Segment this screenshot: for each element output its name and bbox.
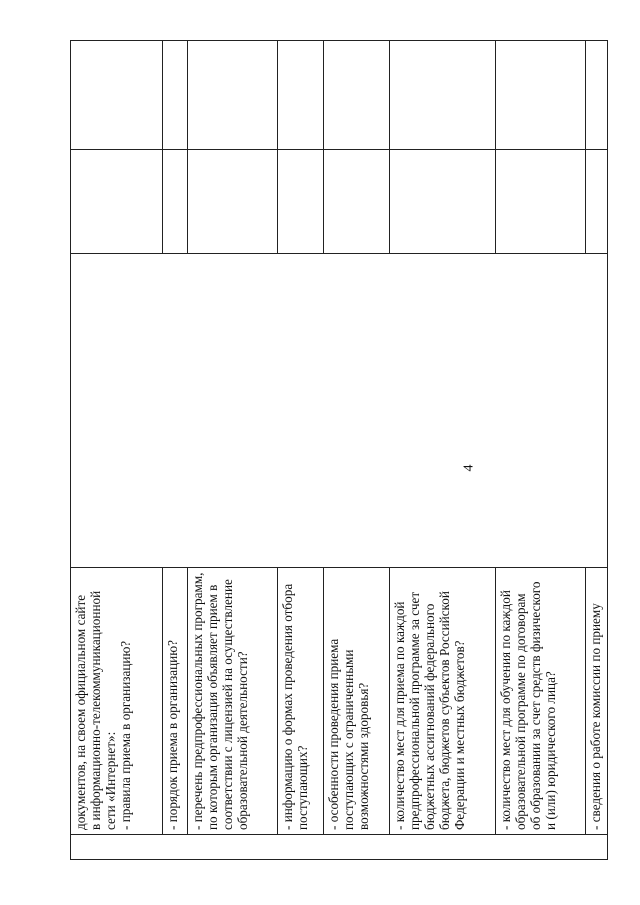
question-cell: - информацию о формах проведения отбора поступающих? — [278, 568, 324, 835]
questionnaire-table — [70, 40, 608, 860]
question-cell: - количество мест для обучения по каждой образовательной программе по договорам об образовании за счет средств физического и (или) юридического лица? — [496, 568, 586, 835]
no-cell — [71, 41, 163, 150]
question-cell: - количество мест для приема по каждой предпрофессиональной программе за счет бюджетных ассигнований федерального бюджета, бюджетов субъектов Российской Федерации и местных бюджетов? — [389, 568, 495, 835]
yes-cell — [389, 150, 495, 254]
index-column — [71, 835, 608, 860]
no-cell — [585, 41, 607, 150]
no-cell — [324, 41, 390, 150]
yes-cell — [278, 150, 324, 254]
questionnaire-table-rotated — [70, 40, 608, 860]
no-cell — [496, 41, 586, 150]
no-cell — [163, 41, 188, 150]
yes-cell — [71, 150, 163, 254]
yes-cell — [324, 150, 390, 254]
yes-cell — [163, 150, 188, 254]
yes-cell — [496, 150, 586, 254]
question-cell: - особенности проведения приема поступающих с ограниченными возможностями здоровья? — [324, 568, 390, 835]
no-cell — [389, 41, 495, 150]
question-cell: - сведения о работе комиссии по приему — [585, 568, 607, 835]
question-cell: - порядок приема в организацию? — [163, 568, 188, 835]
yes-cell — [188, 150, 278, 254]
yes-cell — [585, 150, 607, 254]
question-cell: - перечень предпрофессиональных программ, по которым организация объявляет прием в соответствии с лицензией на осуществление образовательной деятельности? — [188, 568, 278, 835]
answer-cell — [71, 254, 608, 568]
table-row — [71, 41, 163, 860]
question-cell: документов, на своем официальном сайте в информационно-телекоммуникационной сети «Интернет»: - правила приема в организацию? — [71, 568, 163, 835]
page-number: 4 — [461, 464, 477, 472]
no-cell — [188, 41, 278, 150]
no-cell — [278, 41, 324, 150]
